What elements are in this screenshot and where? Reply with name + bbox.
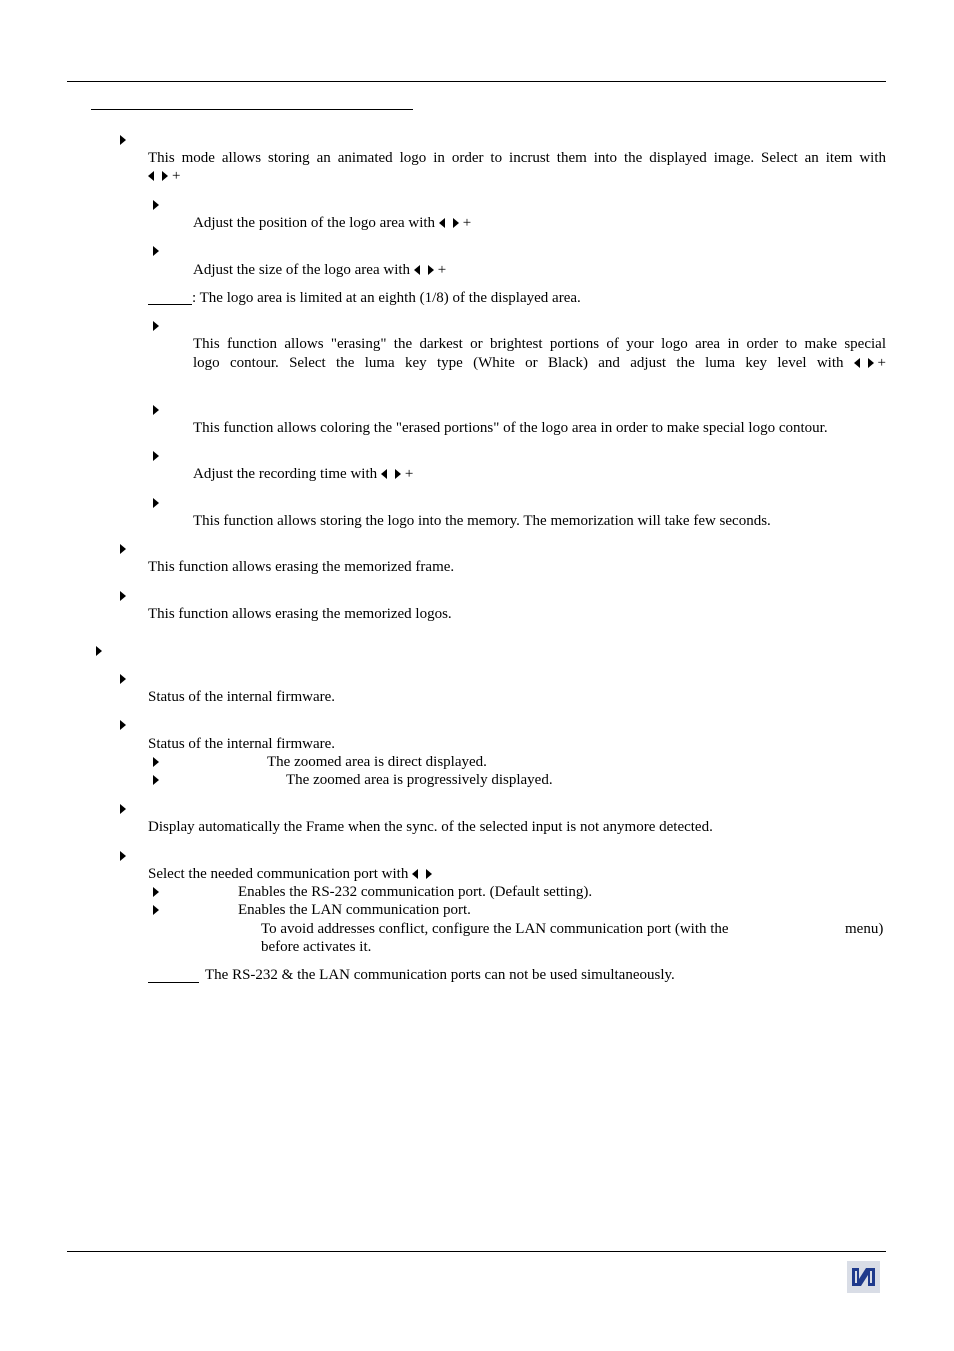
bullet-icon xyxy=(153,451,159,461)
note-underline xyxy=(148,304,192,305)
luma-color-text: This function allows coloring the "erased portions" of the logo area in order to make special logo contour. xyxy=(193,420,828,436)
arrow-left-icon xyxy=(414,265,420,275)
bullet-icon xyxy=(96,646,102,656)
luma-key-line-1: This function allows "erasing" the darkest or brightest portions of your logo area in order to make special xyxy=(193,336,886,352)
arrow-left-icon xyxy=(439,218,445,228)
bullet-icon xyxy=(153,321,159,331)
bullet-icon xyxy=(120,720,126,730)
plus-key: + xyxy=(172,168,181,184)
comm-select-text: Select the needed communication port with xyxy=(148,865,436,883)
bullet-icon xyxy=(153,246,159,256)
bullet-icon xyxy=(153,905,159,915)
comm-lan-note-line-1: To avoid addresses conflict, configure the LAN communication port (with the xyxy=(261,921,729,937)
logo-position-text: Adjust the position of the logo area with + xyxy=(193,215,472,231)
bullet-icon xyxy=(120,674,126,684)
erase-frame-text: This function allows erasing the memorized frame. xyxy=(148,559,455,575)
brand-logo-icon xyxy=(847,1261,880,1293)
firmware-status-text: Status of the internal firmware. xyxy=(148,689,336,705)
zoom-progressive-text: The zoomed area is progressively displayed. xyxy=(286,772,553,788)
arrow-left-icon xyxy=(854,358,860,368)
bullet-icon xyxy=(153,405,159,415)
zoom-direct-text: The zoomed area is direct displayed. xyxy=(267,754,487,770)
logo-mode-intro-keys xyxy=(148,167,180,185)
comm-note-text: The RS-232 & the LAN communication ports can not be used simultaneously. xyxy=(205,967,675,983)
bullet-icon xyxy=(153,887,159,897)
bullet-icon xyxy=(153,757,159,767)
plus-key: + xyxy=(462,215,472,231)
bullet-icon xyxy=(120,591,126,601)
comm-rs232-text: Enables the RS-232 communication port. (Default setting). xyxy=(238,884,593,900)
recording-time-text: Adjust the recording time with + xyxy=(193,466,414,482)
bullet-icon xyxy=(120,851,126,861)
comm-lan-note-line-1-end: menu) xyxy=(845,921,884,937)
erase-logos-text: This function allows erasing the memorized logos. xyxy=(148,606,452,622)
logo-size-text: Adjust the size of the logo area with + xyxy=(193,262,447,278)
section-heading-underline xyxy=(91,109,413,110)
note-underline xyxy=(148,982,199,983)
arrow-right-icon xyxy=(426,869,432,879)
arrow-left-icon xyxy=(148,171,154,181)
plus-key: + xyxy=(437,262,447,278)
header-rule xyxy=(67,81,886,82)
arrow-left-icon xyxy=(412,869,418,879)
arrow-right-icon xyxy=(453,218,459,228)
auto-frame-text: Display automatically the Frame when the sync. of the selected input is not anymore detected. xyxy=(148,819,713,835)
arrow-right-icon xyxy=(162,171,168,181)
luma-key-line-2: logo contour. Select the luma key type (White or Black) and adjust the luma key level with + xyxy=(193,355,886,371)
arrow-right-icon xyxy=(395,469,401,479)
bullet-icon xyxy=(153,775,159,785)
memorize-text: This function allows storing the logo into the memory. The memorization will take few seconds. xyxy=(193,513,771,529)
comm-lan-note-line-2: before activates it. xyxy=(261,939,372,955)
bullet-icon xyxy=(153,200,159,210)
plus-key: + xyxy=(877,355,886,371)
bullet-icon xyxy=(153,498,159,508)
arrow-left-icon xyxy=(381,469,387,479)
bullet-icon xyxy=(120,544,126,554)
bullet-icon xyxy=(120,135,126,145)
logo-mode-intro: This mode allows storing an animated logo in order to incrust them into the displayed image. Select an item with xyxy=(148,150,886,166)
zoom-status-text: Status of the internal firmware. xyxy=(148,736,336,752)
comm-lan-text: Enables the LAN communication port. xyxy=(238,902,471,918)
plus-key: + xyxy=(404,466,414,482)
arrow-right-icon xyxy=(868,358,874,368)
arrow-right-icon xyxy=(428,265,434,275)
logo-size-note: : The logo area is limited at an eighth (1/8) of the displayed area. xyxy=(192,290,581,306)
bullet-icon xyxy=(120,804,126,814)
footer-rule xyxy=(67,1251,886,1252)
